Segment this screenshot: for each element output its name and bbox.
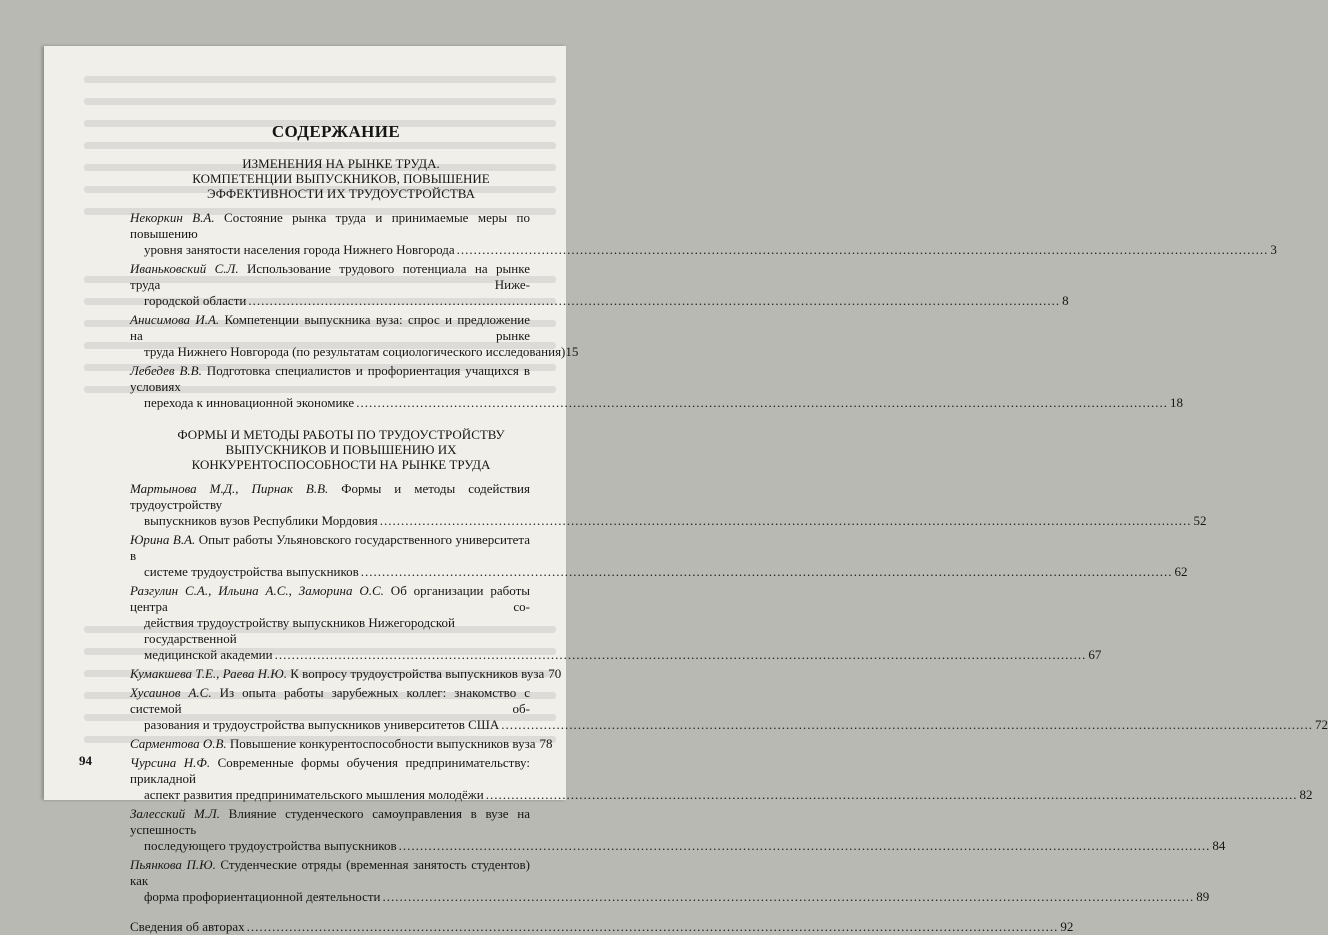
section-heading-line: ФОРМЫ И МЕТОДЫ РАБОТЫ ПО ТРУДОУСТРОЙСТВУ <box>177 427 505 442</box>
entry-author: Залесский М.Л. <box>130 806 220 821</box>
section-heading-line: КОНКУРЕНТОСПОСОБНОСТИ НА РЫНКЕ ТРУДА <box>191 457 491 472</box>
entry-title-cont: уровня занятости населения города Нижнего Новгорода <box>144 242 455 257</box>
entry-first-line <box>130 261 530 293</box>
section-heading-line: КОМПЕТЕНЦИИ ВЫПУСКНИКОВ, ПОВЫШЕНИЕ <box>192 171 490 186</box>
toc-entry <box>130 806 1226 854</box>
entry-title: Компетенции выпускника вуза: спрос и предложение на рынке <box>130 312 530 343</box>
page-number: 94 <box>79 753 92 768</box>
entry-author: Сарментова О.В. <box>130 736 227 751</box>
page-ref: 62 <box>1174 564 1188 579</box>
entry-title: Студенческие отряды (временная занятость студентов) как <box>130 857 530 888</box>
entry-title-cont: аспект развития предпринимательского мышления молодёжи <box>144 787 484 802</box>
entry-author: Некоркин В.А. <box>130 210 215 225</box>
page-ref: 70 <box>548 666 562 681</box>
page-ref: 18 <box>1169 395 1183 410</box>
entry-first-line <box>130 583 530 615</box>
entry-title-cont: форма профориентационной деятельности <box>144 889 381 904</box>
entry-title-end <box>130 395 1183 411</box>
entry-author: Иваньковский С.Л. <box>130 261 239 276</box>
authors-info-entry <box>130 919 1074 935</box>
entry-title: Подготовка специалистов и профориентация учащихся в условиях <box>130 363 530 394</box>
entry-title-cont: перехода к инновационной экономике <box>144 395 355 410</box>
entry-first-line <box>130 210 530 242</box>
entry-title-cont: разования и трудоустройства выпускников университетов США <box>144 717 500 732</box>
entry-single-line <box>130 736 552 752</box>
entry-title-end <box>130 564 1188 580</box>
page-ref: 15 <box>565 344 579 359</box>
entry-title: Современные формы обучения предпринимательству: прикладной <box>130 755 530 786</box>
entry-title-end <box>130 787 1313 803</box>
entry-first-line <box>130 481 530 513</box>
entry-title: Опыт работы Ульяновского государственного университета в <box>130 532 531 563</box>
entry-title-cont: системе трудоустройства выпускников <box>144 564 359 579</box>
entry-first-line <box>130 806 530 838</box>
entry-author: Юрина В.А. <box>130 532 196 547</box>
toc-entry <box>130 666 562 682</box>
entry-title: Повышение конкурентоспособности выпускников вуза <box>226 736 536 751</box>
entry-title-end <box>130 293 1069 309</box>
toc-entry <box>130 857 1210 905</box>
book-page <box>44 46 1328 934</box>
entry-first-line <box>130 755 530 787</box>
entry-single-line <box>130 666 562 682</box>
entry-author: Пьянкова П.Ю. <box>130 857 216 872</box>
toc-entry <box>130 736 552 752</box>
section-heading-line: ЭФФЕКТИВНОСТИ ИХ ТРУДОУСТРОЙСТВА <box>206 186 476 201</box>
entry-author: Разгулин С.А., Ильина А.С., Заморина О.С. <box>130 583 384 598</box>
entry-title-end <box>130 513 1207 529</box>
entry-title-end <box>130 647 1102 663</box>
toc-entry <box>130 312 579 360</box>
entry-title-cont: последующего трудоустройства выпускников <box>144 838 397 853</box>
page-ref: 92 <box>1060 919 1074 934</box>
section-heading-line: ВЫПУСКНИКОВ И ПОВЫШЕНИЮ ИХ <box>225 442 457 457</box>
table-of-contents <box>130 122 1328 935</box>
toc-entry <box>130 685 1328 733</box>
page-title: СОДЕРЖАНИЕ <box>271 122 401 141</box>
entry-title-end <box>130 242 1277 258</box>
page-ref: 52 <box>1193 513 1207 528</box>
entry-author: Лебедев В.В. <box>130 363 202 378</box>
entry-author: Анисимова И.А. <box>130 312 220 327</box>
entry-title: Использование трудового потенциала на рынке труда Ниже- <box>130 261 530 292</box>
entry-title-end <box>130 344 579 360</box>
toc-entry <box>130 583 1102 663</box>
entry-title-cont: действия трудоустройству выпускников Нижегородской государственной <box>144 615 455 646</box>
toc-entry <box>130 481 1207 529</box>
entry-title-end <box>130 889 1210 905</box>
entry-title: Об организации работы центра со- <box>130 583 530 614</box>
toc-entry <box>130 261 1069 309</box>
entry-title: Формы и методы содействия трудоустройству <box>130 481 530 512</box>
toc-entry <box>130 755 1313 803</box>
entry-first-line <box>130 685 530 717</box>
entry-first-line <box>130 532 530 564</box>
page-ref: 89 <box>1196 889 1210 904</box>
toc-entry <box>130 210 1277 258</box>
entry-title: Влияние студенческого самоуправления в вузе на успешность <box>130 806 530 837</box>
section-heading <box>130 427 552 472</box>
entry-title-cont: выпускников вузов Республики Мордовия <box>144 513 378 528</box>
entry-author: Чурсина Н.Ф. <box>130 755 211 770</box>
page-ref: 8 <box>1062 293 1069 308</box>
entry-title-cont: труда Нижнего Новгорода (по результатам социологического исследования) <box>144 344 566 359</box>
authors-info-label: Сведения об авторах <box>130 919 245 934</box>
entry-first-line <box>130 363 530 395</box>
section-heading <box>130 156 552 201</box>
entry-author: Кумакшева Т.Е., Раева Н.Ю. <box>130 666 287 681</box>
entry-list <box>130 481 1328 905</box>
entry-author: Мартынова М.Д., Пирнак В.В. <box>130 481 329 496</box>
page-ref: 72 <box>1315 717 1328 732</box>
toc-entry <box>130 363 1183 411</box>
entry-first-line <box>130 312 530 344</box>
section-heading-line: ИЗМЕНЕНИЯ НА РЫНКЕ ТРУДА. <box>242 156 440 171</box>
entry-title: Состояние рынка труда и принимаемые меры по повышению <box>130 210 531 241</box>
page-ref: 82 <box>1299 787 1313 802</box>
toc-entry <box>130 532 1188 580</box>
page-ref: 78 <box>539 736 553 751</box>
page-ref: 84 <box>1212 838 1226 853</box>
entry-title-end <box>130 838 1226 854</box>
entry-title: Из опыта работы зарубежных коллег: знакомство с системой об- <box>130 685 531 716</box>
entry-title: К вопросу трудоустройства выпускников вуза <box>286 666 545 681</box>
entry-author: Хусаинов А.С. <box>130 685 212 700</box>
entry-list <box>130 210 1277 411</box>
entry-title-cont: медицинской академии <box>144 647 273 662</box>
page-ref: 3 <box>1270 242 1277 257</box>
entry-first-line <box>130 857 530 889</box>
entry-title-end <box>130 717 1328 733</box>
page-ref: 67 <box>1088 647 1102 662</box>
entry-title-cont: городской области <box>144 293 247 308</box>
